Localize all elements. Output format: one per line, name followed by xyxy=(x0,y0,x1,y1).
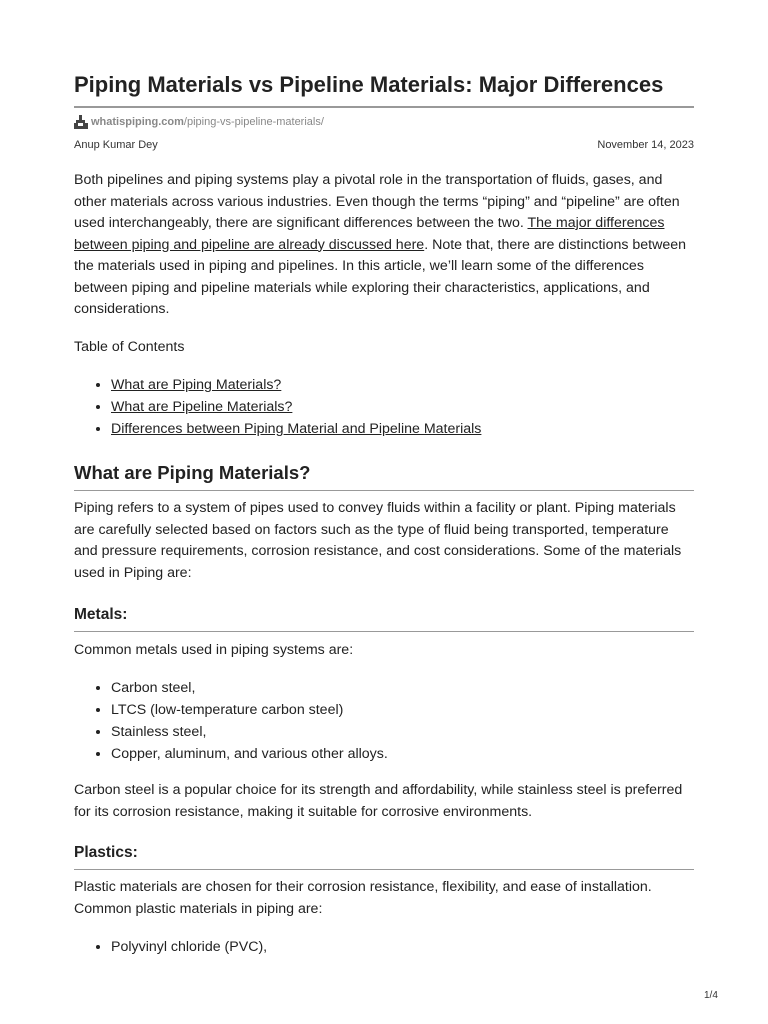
piping-paragraph: Piping refers to a system of pipes used to convey fluids within a facility or plant. Piping materials are carefully selected based on factors such as the type of fluid being transported, temperature and pressure requirements, corrosion resistance, and cost considerations. Some of the materials used in Piping are: xyxy=(74,500,682,581)
article-meta xyxy=(74,139,694,151)
plastics-list xyxy=(74,936,694,958)
list-item: • Polyvinyl chloride (PVC), xyxy=(111,936,694,958)
title-divider xyxy=(74,106,694,108)
metals-intro: Common metals used in piping systems are: xyxy=(74,642,354,658)
plastics-paragraph: Plastic materials are chosen for their corrosion resistance, flexibility, and ease of installation. Common plastic materials in piping are: xyxy=(74,879,652,917)
section-divider xyxy=(74,490,694,491)
source-domain: whatispiping.com xyxy=(91,116,184,128)
toc-link-piping-materials[interactable]: What are Piping Materials? xyxy=(111,377,282,393)
site-logo-icon xyxy=(74,115,88,129)
toc-item xyxy=(111,396,694,418)
list-item: • Stainless steel, xyxy=(111,721,694,743)
list-item: • LTCS (low-temperature carbon steel) xyxy=(111,699,694,721)
toc-link-differences[interactable]: Differences between Piping Material and Pipeline Materials xyxy=(111,421,482,437)
intro-paragraph: Both pipelines and piping systems play a pivotal role in the transportation of fluids, gases, and other materials across various industries. Even though the terms “piping” and “pipeline” are often used interchangeably, there are significant differences between the two. The major differences between piping and pipeline are already discussed here. Note that, there are distinctions between the materials used in piping and pipelines. In this article, we’ll learn some of the differences between piping and pipeline materials while exploring their characteristics, applications, and considerations. xyxy=(74,172,687,317)
author: Anup Kumar Dey xyxy=(74,139,158,151)
table-of-contents xyxy=(74,374,694,440)
section-heading-piping-materials: What are Piping Materials? xyxy=(74,462,311,483)
source-url[interactable] xyxy=(74,114,324,130)
metals-divider xyxy=(74,631,694,632)
page-number: 1/4 xyxy=(704,990,718,1001)
toc-item xyxy=(111,418,694,440)
list-item: • Carbon steel, xyxy=(111,677,694,699)
intro-link[interactable]: The major differences between piping and pipeline are already discussed here xyxy=(74,215,665,253)
page-title: Piping Materials vs Pipeline Materials: Major Differences xyxy=(74,72,664,97)
plastics-heading: Plastics: xyxy=(74,844,138,861)
source-path: /piping-vs-pipeline-materials/ xyxy=(183,116,324,128)
metals-heading: Metals: xyxy=(74,606,128,623)
toc-link-pipeline-materials[interactable]: What are Pipeline Materials? xyxy=(111,399,293,415)
plastics-divider xyxy=(74,869,694,870)
toc-heading: Table of Contents xyxy=(74,339,185,355)
metals-paragraph: Carbon steel is a popular choice for its strength and affordability, while stainless steel is preferred for its corrosion resistance, making it suitable for corrosive environments. xyxy=(74,782,683,820)
publish-date: November 14, 2023 xyxy=(597,139,694,151)
metals-list xyxy=(74,677,694,765)
list-item: • Copper, aluminum, and various other alloys. xyxy=(111,743,694,765)
toc-item xyxy=(111,374,694,396)
